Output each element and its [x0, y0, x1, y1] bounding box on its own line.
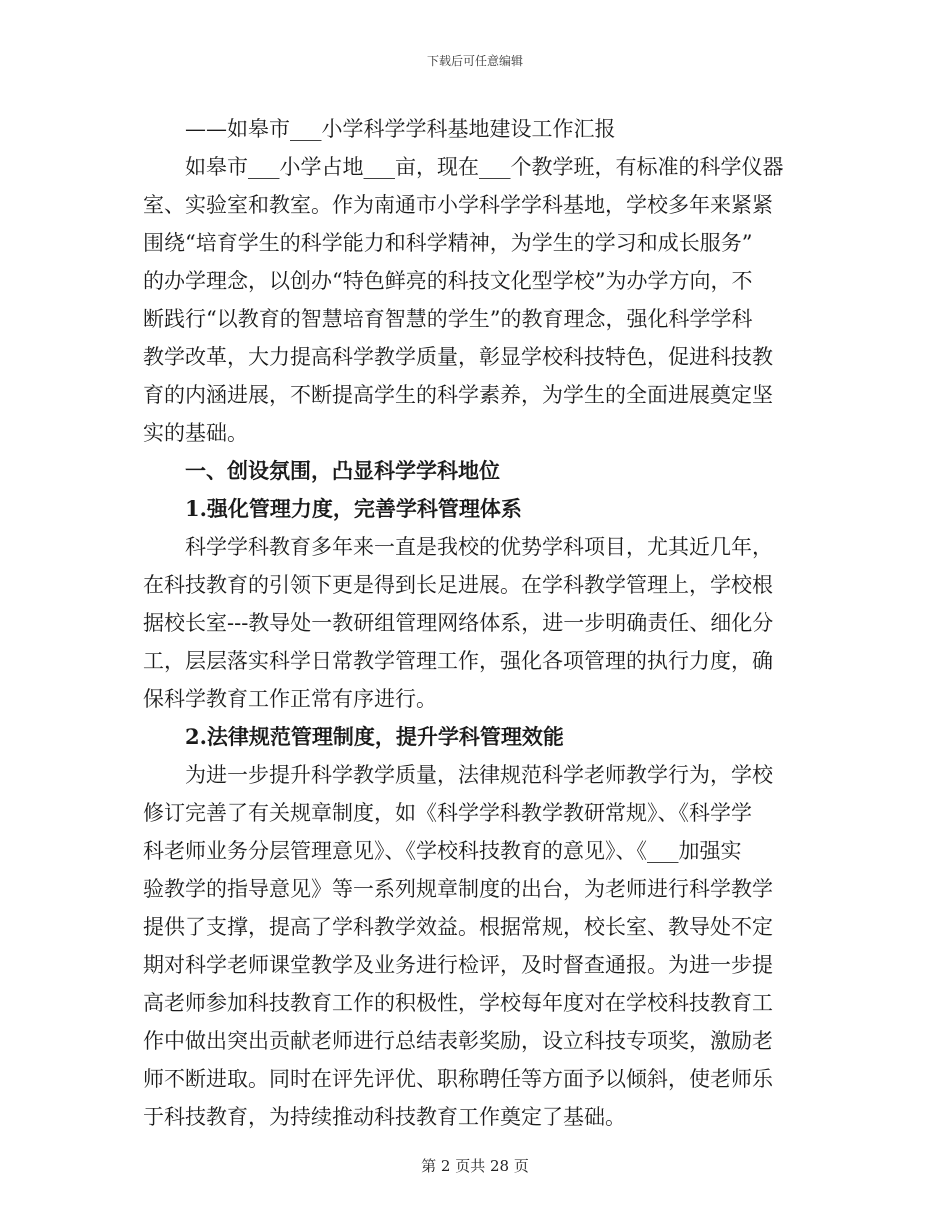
paragraph-line: 在科技教育的引领下更是得到长足进展。在学科教学管理上，学校根 — [143, 573, 773, 597]
paragraph-line: 围绕“培育学生的科学能力和科学精神，为学生的学习和成长服务” — [143, 231, 753, 255]
paragraph-line: 修订完善了有关规章制度，如《科学学科教学教研常规》、《科学学 — [143, 801, 752, 825]
paragraph-line: 保科学教育工作正常有序进行。 — [143, 687, 437, 711]
paragraph-line: 的办学理念，以创办“特色鲜亮的科技文化型学校”为办学方向，不 — [143, 269, 753, 293]
paragraph-line: 提供了支撑，提高了学科教学效益。根据常规，校长室、教导处不定 — [143, 915, 773, 939]
paragraph-line: 实的基础。 — [143, 421, 248, 445]
paragraph-line: 工，层层落实科学日常教学管理工作，强化各项管理的执行力度，确 — [143, 649, 773, 673]
paragraph-line: 期对科学老师课堂教学及业务进行检评，及时督查通报。为进一步提 — [143, 953, 773, 977]
paragraph-line: 如皋市___小学占地___亩，现在___个教学班，有标准的科学仪器 — [185, 155, 784, 179]
paragraph-line: 验教学的指导意见》等一系列规章制度的出台，为老师进行科学教学 — [143, 877, 773, 901]
paragraph-line: 教学改革，大力提高科学教学质量，彰显学校科技特色，促进科技教 — [143, 345, 773, 369]
paragraph-line: 科老师业务分层管理意见》、《学校科技教育的意见》、《___加强实 — [143, 839, 742, 863]
paragraph-line: 师不断进取。同时在评先评优、职称聘任等方面予以倾斜，使老师乐 — [143, 1067, 773, 1091]
section-heading: 一、创设氛围，凸显科学学科地位 — [185, 458, 500, 483]
paragraph-line: 据校长室---教导处一教研组管理网络体系，进一步明确责任、细化分 — [143, 611, 774, 635]
section-heading: 1.强化管理力度，完善学科管理体系 — [185, 496, 522, 521]
paragraph-line: 育的内涵进展，不断提高学生的科学素养，为学生的全面进展奠定坚 — [143, 383, 773, 407]
document-body — [143, 110, 807, 1136]
paragraph-line: 为进一步提升科学教学质量，法律规范科学老师教学行为，学校 — [185, 763, 773, 787]
paragraph-line: 作中做出突出贡献老师进行总结表彰奖励，设立科技专项奖，激励老 — [143, 1029, 773, 1053]
page-number: 第 2 页共 28 页 — [421, 1157, 529, 1175]
paragraph-line: 室、实验室和教室。作为南通市小学科学学科基地，学校多年来紧紧 — [143, 193, 773, 217]
paragraph-line: 断践行“以教育的智慧培育智慧的学生”的教育理念，强化科学学科 — [143, 307, 753, 331]
paragraph-line: ——如皋市___小学科学学科基地建设工作汇报 — [185, 117, 616, 141]
section-heading: 2.法律规范管理制度，提升学科管理效能 — [185, 724, 564, 749]
page-header: 下载后可任意编辑 — [426, 54, 523, 68]
paragraph-line: 于科技教育，为持续推动科技教育工作奠定了基础。 — [143, 1105, 626, 1129]
paragraph-line: 高老师参加科技教育工作的积极性，学校每年度对在学校科技教育工 — [143, 991, 773, 1015]
paragraph-line: 科学学科教育多年来一直是我校的优势学科项目，尤其近几年， — [185, 535, 773, 559]
